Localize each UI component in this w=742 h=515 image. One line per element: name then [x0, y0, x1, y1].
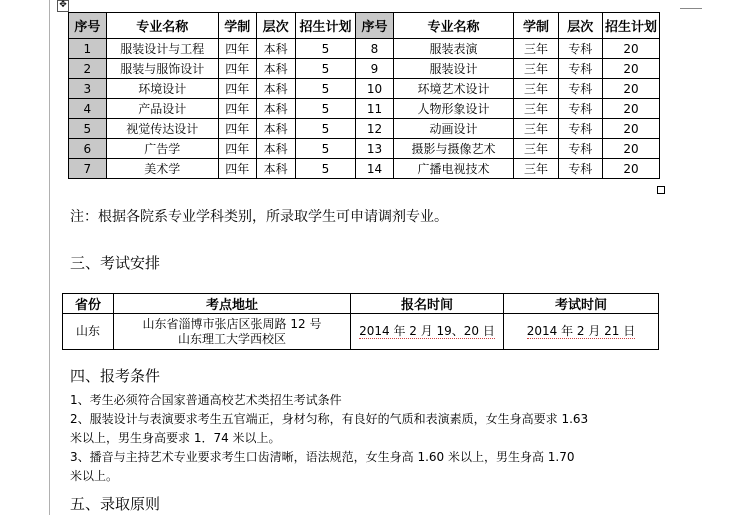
table-cell: 产品设计 [106, 99, 218, 119]
majors-header-cell: 层次 [256, 13, 295, 39]
header-province: 省份 [63, 294, 114, 314]
table-cell: 本科 [256, 139, 295, 159]
page-corner-mark [680, 8, 702, 9]
table-cell: 广告学 [106, 139, 218, 159]
table-cell: 服装表演 [393, 39, 514, 59]
majors-header-cell: 序号 [69, 13, 107, 39]
table-cell: 5 [295, 119, 355, 139]
section-5-heading: 五、录取原则 [70, 495, 161, 513]
majors-header-cell: 学制 [218, 13, 256, 39]
table-cell: 三年 [514, 99, 558, 119]
table-cell: 环境艺术设计 [393, 79, 514, 99]
table-row [69, 79, 660, 99]
table-row [69, 59, 660, 79]
note-paragraph: 注：根据各院系专业学科类别，所录取学生可申请调剂专业。 [70, 209, 448, 225]
table-cell: 专科 [558, 139, 602, 159]
table-cell: 5 [295, 99, 355, 119]
table-cell: 20 [602, 59, 659, 79]
majors-table-header-row [69, 13, 660, 39]
table-cell: 专科 [558, 39, 602, 59]
table-cell: 本科 [256, 119, 295, 139]
table-cell: 三年 [514, 59, 558, 79]
table-cell: 专科 [558, 99, 602, 119]
section-3-heading: 三、考试安排 [70, 254, 161, 272]
header-exam-time: 考试时间 [504, 294, 659, 314]
exam-table-header-row [63, 294, 659, 314]
table-move-handle-icon[interactable]: ✥ [57, 0, 69, 12]
majors-header-cell: 招生计划 [602, 13, 659, 39]
table-cell: 三年 [514, 139, 558, 159]
table-cell: 20 [602, 119, 659, 139]
condition-2-line-1: 2、服装设计与表演要求考生五官端正，身材匀称，有良好的气质和表演素质，女生身高要求 1.63 [70, 412, 589, 426]
table-cell: 14 [356, 159, 394, 179]
table-cell: 四年 [218, 159, 256, 179]
table-resize-handle[interactable] [657, 186, 665, 194]
table-cell: 四年 [218, 79, 256, 99]
table-cell: 12 [356, 119, 394, 139]
table-cell: 1 [69, 39, 107, 59]
table-cell: 专科 [558, 79, 602, 99]
table-cell: 四年 [218, 39, 256, 59]
table-row [69, 159, 660, 179]
table-cell: 7 [69, 159, 107, 179]
table-cell: 四年 [218, 99, 256, 119]
condition-1: 1、考生必须符合国家普通高校艺术类招生考试条件 [70, 393, 342, 407]
condition-3-line-2: 米以上。 [70, 469, 119, 483]
table-cell: 三年 [514, 79, 558, 99]
table-row [69, 99, 660, 119]
table-cell: 广播电视技术 [393, 159, 514, 179]
table-cell: 6 [69, 139, 107, 159]
table-cell: 专科 [558, 159, 602, 179]
table-cell: 人物形象设计 [393, 99, 514, 119]
table-cell: 摄影与摄像艺术 [393, 139, 514, 159]
table-cell: 5 [295, 39, 355, 59]
majors-header-cell: 专业名称 [106, 13, 218, 39]
table-cell: 专科 [558, 119, 602, 139]
table-cell: 5 [295, 159, 355, 179]
majors-table-header [69, 13, 660, 39]
cell-province: 山东 [63, 314, 114, 350]
table-cell: 三年 [514, 119, 558, 139]
majors-header-cell: 序号 [356, 13, 394, 39]
section-4-heading: 四、报考条件 [70, 367, 161, 385]
table-cell: 服装与服饰设计 [106, 59, 218, 79]
table-cell: 本科 [256, 39, 295, 59]
table-cell: 专科 [558, 59, 602, 79]
table-cell: 动画设计 [393, 119, 514, 139]
table-cell: 20 [602, 139, 659, 159]
table-cell: 四年 [218, 139, 256, 159]
table-cell: 服装设计 [393, 59, 514, 79]
table-row [69, 39, 660, 59]
table-cell: 8 [356, 39, 394, 59]
table-cell: 美术学 [106, 159, 218, 179]
majors-header-cell: 招生计划 [295, 13, 355, 39]
table-cell: 20 [602, 159, 659, 179]
table-cell: 三年 [514, 159, 558, 179]
table-cell: 11 [356, 99, 394, 119]
table-cell: 本科 [256, 99, 295, 119]
table-cell: 4 [69, 99, 107, 119]
table-cell: 环境设计 [106, 79, 218, 99]
exam-schedule-table [62, 293, 659, 350]
table-cell: 20 [602, 99, 659, 119]
table-cell: 本科 [256, 159, 295, 179]
table-cell: 13 [356, 139, 394, 159]
majors-header-cell: 学制 [514, 13, 558, 39]
table-cell: 5 [295, 139, 355, 159]
table-cell: 20 [602, 79, 659, 99]
table-cell: 三年 [514, 39, 558, 59]
table-cell: 3 [69, 79, 107, 99]
table-cell: 四年 [218, 59, 256, 79]
table-cell: 5 [295, 59, 355, 79]
table-cell: 5 [69, 119, 107, 139]
condition-2-line-2: 米以上，男生身高要求 1．74 米以上。 [70, 431, 281, 445]
header-address: 考点地址 [114, 294, 351, 314]
table-cell: 本科 [256, 59, 295, 79]
table-cell: 本科 [256, 79, 295, 99]
cell-address [114, 314, 351, 350]
address-line-1: 山东省淄博市张店区张周路 12 号 [142, 316, 322, 331]
table-cell: 四年 [218, 119, 256, 139]
majors-header-cell: 层次 [558, 13, 602, 39]
exam-date: 2014 年 2 月 21 日 [526, 324, 636, 338]
table-cell: 10 [356, 79, 394, 99]
table-row [69, 119, 660, 139]
majors-header-cell: 专业名称 [393, 13, 514, 39]
table-row [69, 139, 660, 159]
exam-table-row [63, 314, 659, 350]
table-cell: 20 [602, 39, 659, 59]
condition-3-line-1: 3、播音与主持艺术专业要求考生口齿清晰，语法规范，女生身高 1.60 米以上，男生身高 1.70 [70, 450, 575, 464]
cell-registration [351, 314, 504, 350]
table-cell: 视觉传达设计 [106, 119, 218, 139]
header-registration: 报名时间 [351, 294, 504, 314]
address-line-2: 山东理工大学西校区 [177, 331, 286, 346]
registration-date: 2014 年 2 月 19、20 日 [359, 324, 495, 338]
table-cell: 2 [69, 59, 107, 79]
cell-exam-date [504, 314, 659, 350]
table-cell: 5 [295, 79, 355, 99]
majors-table [68, 12, 660, 179]
majors-table-body [69, 39, 660, 179]
page-left-margin-line [49, 0, 50, 515]
table-cell: 9 [356, 59, 394, 79]
table-cell: 服装设计与工程 [106, 39, 218, 59]
